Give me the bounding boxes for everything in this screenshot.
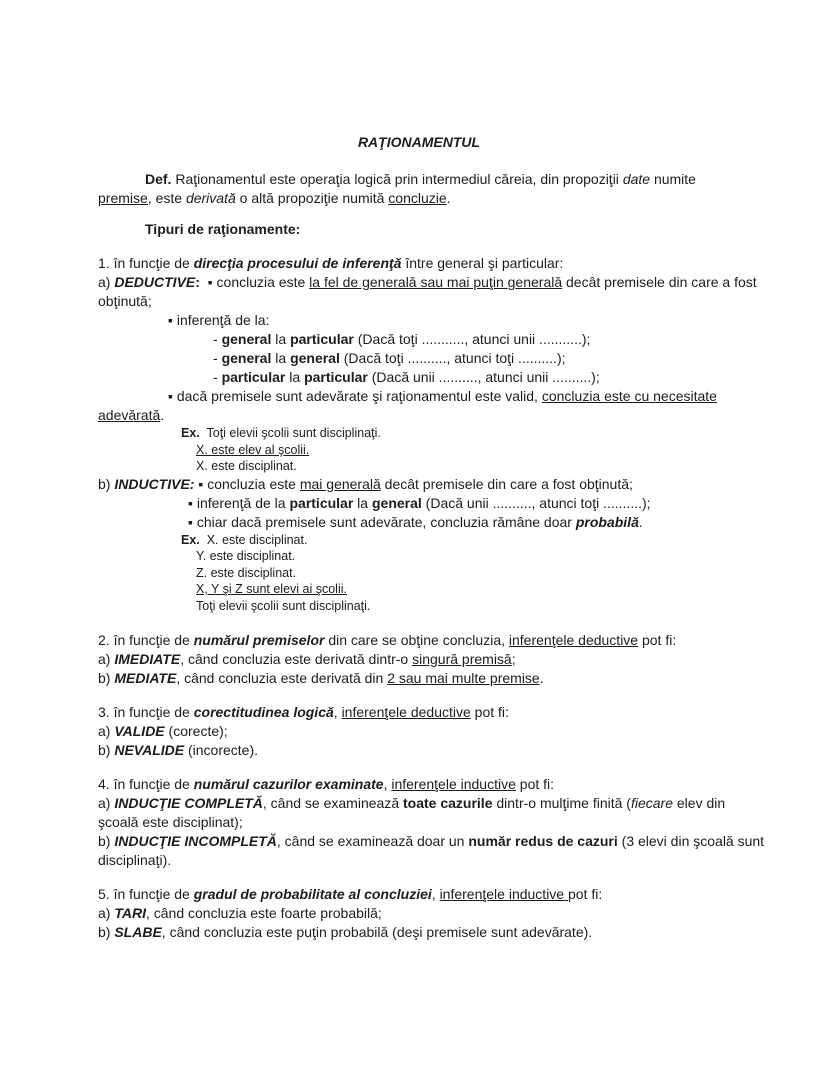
text-run: INDUCŢIE INCOMPLETĂ bbox=[114, 833, 277, 849]
text-run: ▪ concluzia este bbox=[194, 475, 300, 492]
text-run: VALIDE bbox=[114, 723, 165, 739]
text-run: , când concluzia este puţin probabilă (deşi premisele sunt adevărate). bbox=[161, 924, 593, 940]
section-5-heading bbox=[98, 885, 740, 904]
text-run: (3 elevi din şcoală sunt bbox=[617, 833, 765, 849]
example-2-line-2 bbox=[98, 548, 740, 565]
text-run: X. este disciplinat. bbox=[196, 459, 297, 473]
text-run: concluzie bbox=[388, 190, 447, 206]
text-run: pot fi: bbox=[567, 886, 603, 902]
text-run: ▪ concluzia este bbox=[199, 274, 310, 290]
text-run: , când se examinează doar un bbox=[276, 833, 469, 849]
text-run: 3. în funcţie de bbox=[98, 704, 194, 720]
text-run: decât premisele din care a fost bbox=[562, 274, 757, 290]
text-run: singură premisă bbox=[412, 651, 512, 667]
text-run: 4. în funcţie de bbox=[98, 776, 194, 792]
text-run: din care se obţine concluzia, bbox=[324, 632, 509, 648]
text-run: Raţionamentul este operaţia logică prin intermediul căreia, din propoziţii bbox=[171, 171, 623, 187]
text-run: fiecare bbox=[630, 795, 673, 811]
text-run: . bbox=[539, 670, 544, 686]
text-run: . bbox=[446, 190, 451, 206]
text-run: numărul premiselor bbox=[193, 632, 325, 648]
text-run: , bbox=[431, 886, 440, 902]
text-run: INDUCŢIE COMPLETĂ bbox=[114, 795, 263, 811]
text-run: 5. în funcţie de bbox=[98, 886, 194, 902]
example-2-line-1 bbox=[98, 532, 740, 549]
text-run: concluzia este cu necesitate bbox=[541, 388, 717, 404]
text-run: , când concluzia este derivată din bbox=[176, 670, 388, 686]
text-run: probabilă bbox=[575, 513, 639, 530]
types-heading bbox=[98, 220, 740, 239]
deductive-bullet-inference bbox=[98, 311, 740, 330]
text-run: mai generală bbox=[299, 475, 381, 492]
text-run: a) bbox=[98, 651, 115, 667]
text-run: particular bbox=[304, 369, 368, 385]
text-run: (Dacă unii .........., atunci unii ..........); bbox=[367, 369, 600, 385]
text-run: disciplinaţi). bbox=[98, 852, 172, 868]
deductive-line-2 bbox=[98, 292, 740, 311]
text-run: (Dacă toţi ..........., atunci unii ...........); bbox=[353, 331, 591, 347]
text-run: corectitudinea logică bbox=[193, 704, 334, 720]
text-run: pot fi: bbox=[638, 632, 677, 648]
nevalide-line bbox=[98, 741, 740, 760]
text-run: premise bbox=[98, 190, 148, 206]
text-run: - bbox=[213, 350, 222, 366]
text-run: la bbox=[271, 350, 291, 366]
text-run: număr redus de cazuri bbox=[468, 833, 618, 849]
text-run: general bbox=[290, 350, 340, 366]
text-run: la bbox=[271, 331, 291, 347]
text-run: INDUCTIVE: bbox=[114, 475, 195, 492]
text-run: decât premisele din care a fost obţinută; bbox=[380, 475, 633, 492]
deductive-bullet-validity bbox=[98, 387, 740, 406]
text-run: inferenţele deductive bbox=[508, 632, 639, 648]
text-run: X. este elev al şcolii. bbox=[196, 442, 310, 457]
inductie-incompleta-line-1 bbox=[98, 832, 765, 851]
section-4-heading bbox=[98, 775, 740, 794]
text-run: Ex. bbox=[181, 426, 200, 440]
text-run: Z. este disciplinat. bbox=[196, 565, 297, 580]
text-run: TARI bbox=[114, 905, 146, 921]
tari-line bbox=[98, 904, 740, 923]
text-run: , când concluzia este foarte probabilă; bbox=[145, 905, 382, 921]
text-run: inferenţele inductive bbox=[439, 886, 568, 902]
text-run: b) bbox=[98, 670, 115, 686]
text-run: , când concluzia este derivată dintr-o bbox=[180, 651, 413, 667]
text-run: general bbox=[221, 350, 272, 366]
section-2-heading bbox=[98, 631, 740, 650]
text-run: NEVALIDE bbox=[114, 742, 185, 758]
definition-line-2 bbox=[98, 189, 740, 208]
text-run: 2 sau mai multe premise bbox=[387, 670, 540, 686]
deductive-bullet-validity-wrap bbox=[98, 406, 740, 425]
document-content bbox=[98, 133, 765, 942]
text-run: . bbox=[160, 407, 165, 423]
text-run: general bbox=[221, 331, 272, 347]
text-run: , când se examinează bbox=[262, 795, 403, 811]
text-run: ▪ inferenţă de la: bbox=[168, 312, 270, 328]
imediate-line bbox=[98, 650, 740, 669]
definition-line-1 bbox=[98, 170, 740, 189]
text-run: SLABE bbox=[114, 924, 162, 940]
deductive-line-1 bbox=[98, 273, 757, 292]
inductive-bullet-inference bbox=[98, 494, 740, 513]
example-1-line-1 bbox=[98, 425, 740, 442]
text-run: numite bbox=[650, 171, 696, 187]
dash-general-particular bbox=[98, 330, 740, 349]
text-run: 2. în funcţie de bbox=[98, 632, 194, 648]
text-run: general bbox=[371, 494, 422, 511]
text-run: . bbox=[638, 513, 643, 530]
text-run: derivată bbox=[185, 190, 236, 206]
text-run: ▪ inferenţă de la bbox=[188, 494, 290, 511]
text-run: date bbox=[622, 171, 651, 187]
text-run: inferenţele inductive bbox=[391, 776, 516, 792]
text-run: DEDUCTIVE bbox=[114, 274, 196, 290]
text-run: Def. bbox=[145, 171, 172, 187]
text-run: Toţi elevii şcolii sunt disciplinaţi. bbox=[196, 598, 371, 613]
text-run: Tipuri de raţionamente: bbox=[145, 221, 301, 237]
text-run: ▪ dacă premisele sunt adevărate şi raţionamentul este valid, bbox=[168, 388, 542, 404]
text-run: dintr-o mulţime finită ( bbox=[492, 795, 631, 811]
inductie-completa-line-2 bbox=[98, 813, 740, 832]
text-run: obţinută; bbox=[98, 293, 152, 309]
text-run: RAŢIONAMENTUL bbox=[357, 134, 481, 150]
dash-general-general bbox=[98, 349, 740, 368]
inductie-completa-line-1 bbox=[98, 794, 740, 813]
inductive-bullet-probability bbox=[98, 513, 740, 532]
mediate-line bbox=[98, 669, 740, 688]
text-run: pot fi: bbox=[470, 704, 509, 720]
example-1-line-3 bbox=[98, 458, 740, 475]
text-run: gradul de probabilitate al concluziei bbox=[193, 886, 432, 902]
slabe-line bbox=[98, 923, 740, 942]
text-run: , este bbox=[147, 190, 186, 206]
text-run: ▪ chiar dacă premisele sunt adevărate, concluzia rămâne doar bbox=[188, 513, 576, 530]
text-run: numărul cazurilor examinate bbox=[193, 776, 384, 792]
text-run: MEDIATE bbox=[114, 670, 177, 686]
text-run: elev din bbox=[673, 795, 726, 811]
text-run: a) bbox=[98, 795, 115, 811]
text-run: la bbox=[353, 494, 372, 511]
text-run: - bbox=[213, 369, 222, 385]
text-run: particular bbox=[289, 494, 354, 511]
text-run: (incorecte). bbox=[184, 742, 259, 758]
text-run: Y. este disciplinat. bbox=[196, 549, 296, 563]
text-run: toate cazurile bbox=[403, 795, 493, 811]
text-run: b) bbox=[98, 924, 115, 940]
text-run: o altă propoziţie numită bbox=[235, 190, 389, 206]
text-run: direcţia procesului de inferenţă bbox=[193, 255, 402, 271]
text-run: : bbox=[195, 274, 200, 290]
text-run: a) bbox=[98, 723, 115, 739]
text-run: , bbox=[383, 776, 392, 792]
text-run: particular bbox=[221, 369, 286, 385]
example-2-line-3 bbox=[98, 565, 740, 582]
text-run: între general şi particular: bbox=[401, 255, 564, 271]
text-run: b) bbox=[98, 833, 115, 849]
text-run: şcoală este disciplinat); bbox=[98, 814, 243, 830]
text-run: (Dacă toţi .........., atunci toţi ..........); bbox=[339, 350, 566, 366]
text-run: a) bbox=[98, 274, 115, 290]
text-run: pot fi: bbox=[515, 776, 555, 792]
example-2-line-5 bbox=[98, 598, 740, 615]
page-title bbox=[98, 133, 740, 152]
text-run: la fel de generală sau mai puţin generală bbox=[309, 274, 563, 290]
text-run: b) bbox=[98, 742, 115, 758]
text-run: b) bbox=[98, 475, 115, 492]
text-run: la bbox=[285, 369, 305, 385]
section-3-heading bbox=[98, 703, 740, 722]
text-run: inferenţele deductive bbox=[341, 704, 471, 720]
text-run: X. este disciplinat. bbox=[199, 532, 308, 547]
text-run: (Dacă unii .........., atunci toţi ..........); bbox=[421, 494, 651, 511]
section-1-heading bbox=[98, 254, 740, 273]
text-run: 1. în funcţie de bbox=[98, 255, 194, 271]
valide-line bbox=[98, 722, 740, 741]
text-run: adevărată bbox=[98, 407, 161, 423]
inductive-line-1 bbox=[98, 475, 740, 494]
inductie-incompleta-line-2 bbox=[98, 851, 740, 870]
text-run: a) bbox=[98, 905, 115, 921]
dash-particular-particular bbox=[98, 368, 740, 387]
text-run: X, Y şi Z sunt elevi ai şcolii. bbox=[196, 582, 347, 596]
example-1-line-2 bbox=[98, 442, 740, 459]
text-run: ; bbox=[511, 651, 516, 667]
example-2-line-4 bbox=[98, 581, 740, 598]
text-run: (corecte); bbox=[164, 723, 228, 739]
text-run: particular bbox=[290, 331, 354, 347]
text-run: IMEDIATE bbox=[114, 651, 181, 667]
text-run: - bbox=[213, 331, 222, 347]
text-run: , bbox=[333, 704, 342, 720]
text-run: Toţi elevii şcolii sunt disciplinaţi. bbox=[199, 426, 381, 440]
text-run: Ex. bbox=[181, 532, 200, 547]
